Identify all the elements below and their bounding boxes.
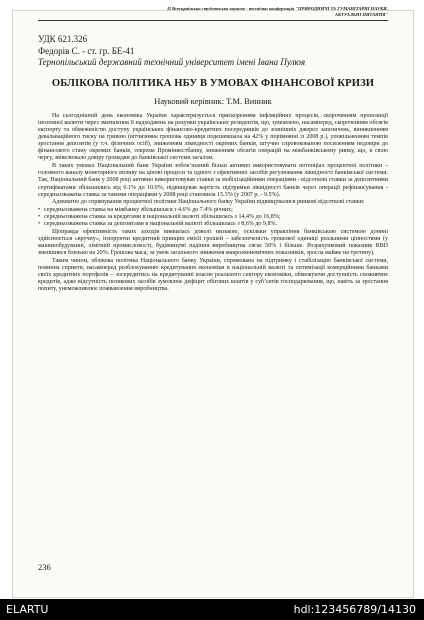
- author: Федорів С. - ст. гр. БЕ-41: [38, 45, 135, 56]
- bullet-icon: •: [38, 213, 41, 220]
- header-rule: [38, 20, 388, 21]
- scientific-advisor: Науковий керівник: Т.М. Винник: [154, 96, 272, 106]
- paragraph: Адекватно до спрямування процентної політики Національного банку України підвищувалися ринкові відсоткові ставки:: [52, 199, 365, 206]
- conference-header: [38, 0, 388, 21]
- header-line-2: АКТУАЛЬНІ ПИТАННЯ": [334, 12, 388, 17]
- list-item-text: середньозважена ставка за кредитами в національній валюті збільшилась з 14,4% до 16,8%;: [44, 213, 281, 220]
- paragraph: Щоправда ефективність таких заходів виявилась доволі низькою, оскільки управління банківською системою донині здійснюється «вручну», ігноруючи кредитний принцип емісії грошей – забезпеченість грошової одиниці реальними цінностями (у машинобудуванні, хімічній промисловості, будівництві падіння виробництва сягає 50% і більше. Розрахунковий показник ВВП зменшився близько на 20%. Грошова маса, за умов загального зниження макроекономічних показників, зросла майже на третину).: [38, 228, 388, 256]
- paragraph: Таким чином, облікова політика Національного банку України, спрямована на підтримку і стабілізацію банківської системи, повинна сприяти, насамперед розблокуванню кредитування економіки в національній валюті та оптимізації комерційними банками своїх кредитних портфелів – зосередитись на кредитуванні власне реального сектору економіки, обмежуючи доступність споживчих кредитів, адже відсутність позикових засобів зумовлює дефіцит обігових коштів у суб’єктів господарювання, що, навіть за зростання попиту, унеможливлює пожвавлення виробництва.: [38, 257, 388, 293]
- list-item: [38, 221, 388, 228]
- list-item: [38, 207, 388, 214]
- bullet-icon: •: [38, 220, 41, 227]
- list-item-text: середньозважена ставка на міжбанку збільшилася з 4.6% до 7.4% річних;: [44, 206, 233, 213]
- repository-name: ELARTU: [6, 603, 49, 616]
- page-number: 236: [38, 562, 51, 572]
- article-meta: [38, 34, 388, 69]
- article-title: ОБЛІКОВА ПОЛІТИКА НБУ В УМОВАХ ФІНАНСОВОЇ КРИЗИ: [51, 77, 375, 89]
- paper-page: [38, 0, 388, 293]
- list-item-text: середньозважена ставка за депозитами в національній валюті збільшилась з 8,6% до 9,8%.: [44, 220, 278, 227]
- handle-id[interactable]: hdl:123456789/14130: [293, 603, 416, 616]
- article-body: [38, 113, 388, 294]
- paragraph: В таких умовах Національний банк України зобов’язаний більш активно використовувати потенціал процентної політики – головного каналу монетарного впливу на цінові процеси та одного з ефективних засобів регулювання ліквідності банківської системи. Так, Національний банк у 2008 році активно використовував ставки за мобілізаційними операціями - відсоткові ставки за депозитними сертифікатами збільшились від 0.1% до 10.0%, підвищував вартість підтримки ліквідності банків через операції рефінансування - середньозважена ставка за такими операціями у 2008 році становила 15.3% (у 2007 р. - 9.5%).: [38, 163, 388, 198]
- header-line-1: II Всеукраїнська студентська науково - технічна конференція "ПРИРОДНИЧІ ТА ГУМАНІТАРНІ НАУКИ.: [167, 6, 388, 11]
- paragraph: На сьогоднішній день економіка України характеризується прискоренням інфляційних процесів, скороченням пропозиції іноземної валюти через зменшення її надходжень на рахунки українських резидентів, що, зумовлено, насамперед, скороченням обсягів експорту та обмеженістю доступу українських фінансово-кредитних посередників до зовнішніх джерел запозичень, виникненням девальваційного тиску на гривню (вітчизняна грошова одиниця подешевшала на 42% у порівнянні із 2008 р.), уповільненням темпів зростання депозитів (у т.ч. фізичних осіб), зниженням ліквідності окремих банків, штучно спровокованою посиленням недовіри до фінансового стану окремих банків, зокрема Промінвестбанку, зниженням обсягів операцій на міжбанківському ринку, що, в свою чергу, звівелювало довіру громадян до банківської системи загалом.: [38, 112, 388, 162]
- list-item: [38, 214, 388, 221]
- repository-footer: [0, 599, 424, 620]
- institution: Тернопільський державний технічний університет імені Івана Пулюя: [38, 57, 306, 67]
- udc-code: УДК 621.326: [38, 34, 88, 44]
- bullet-icon: •: [38, 206, 41, 213]
